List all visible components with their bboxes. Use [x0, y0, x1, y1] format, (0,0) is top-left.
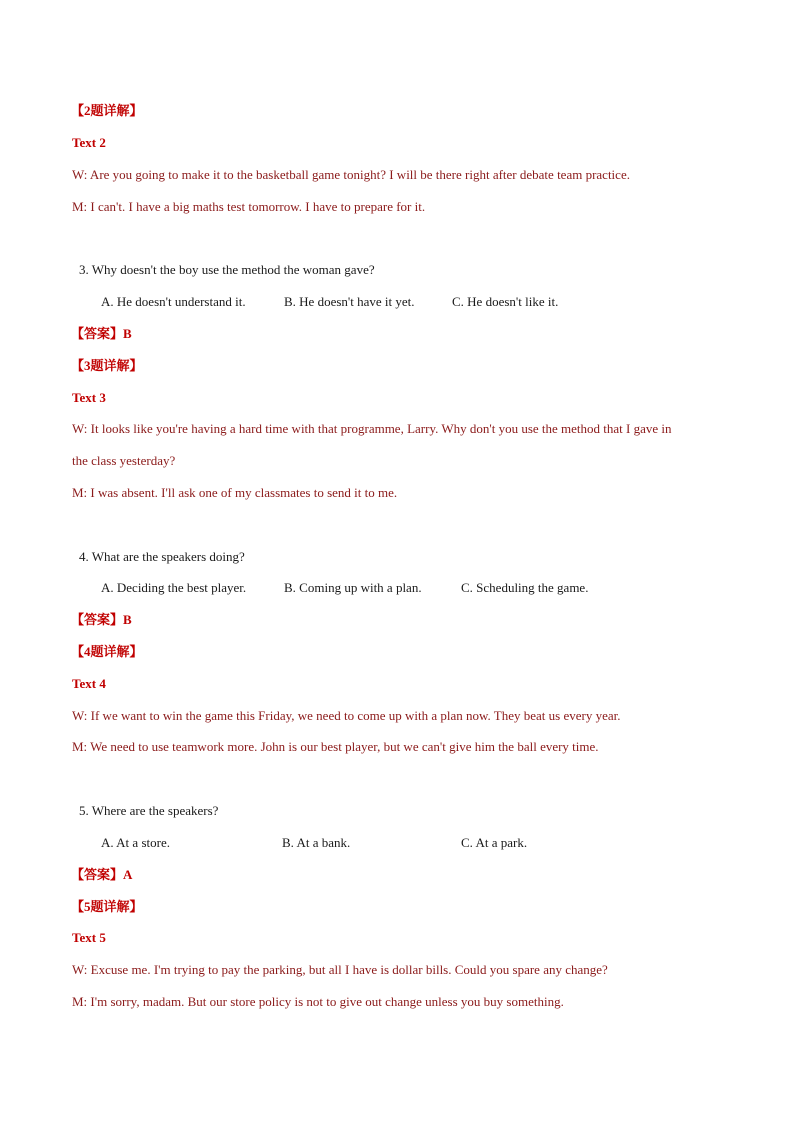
question-5-option-a: A. At a store. — [101, 835, 170, 850]
question-3-option-a: A. He doesn't understand it. — [101, 294, 246, 309]
answer-5: 【答案】A — [71, 867, 133, 882]
question-5-option-b: B. At a bank. — [282, 835, 351, 850]
question-3: 3. Why doesn't the boy use the method the woman gave? — [79, 262, 375, 277]
explanation-heading-5: 【5题详解】 — [71, 899, 143, 914]
text-label-3: Text 3 — [72, 390, 106, 405]
text-label-5: Text 5 — [72, 930, 106, 945]
dialogue-woman-3-line2: the class yesterday? — [72, 453, 176, 468]
text-label-2: Text 2 — [72, 135, 106, 150]
question-5: 5. Where are the speakers? — [79, 803, 219, 818]
dialogue-man-4: M: We need to use teamwork more. John is our best player, but we can't give him the ball every time. — [72, 739, 599, 754]
answer-4: 【答案】B — [71, 612, 132, 627]
explanation-heading-2: 【2题详解】 — [71, 103, 143, 118]
dialogue-man-3: M: I was absent. I'll ask one of my classmates to send it to me. — [72, 485, 398, 500]
question-4-option-a: A. Deciding the best player. — [101, 580, 247, 595]
dialogue-woman-3-line1: W: It looks like you're having a hard time with that programme, Larry. Why don't you use the method that I gave in — [72, 421, 672, 436]
dialogue-woman-2: W: Are you going to make it to the basketball game tonight? I will be there right after debate team practice. — [72, 167, 630, 182]
question-4-option-c: C. Scheduling the game. — [461, 580, 589, 595]
text-label-4: Text 4 — [72, 676, 106, 691]
question-3-option-b: B. He doesn't have it yet. — [284, 294, 415, 309]
dialogue-woman-4: W: If we want to win the game this Friday, we need to come up with a plan now. They beat us every year. — [72, 708, 621, 723]
question-5-option-c: C. At a park. — [461, 835, 528, 850]
question-3-option-c: C. He doesn't like it. — [452, 294, 559, 309]
answer-3: 【答案】B — [71, 326, 132, 341]
question-4-option-b: B. Coming up with a plan. — [284, 580, 422, 595]
dialogue-man-2: M: I can't. I have a big maths test tomorrow. I have to prepare for it. — [72, 199, 426, 214]
dialogue-woman-5: W: Excuse me. I'm trying to pay the parking, but all I have is dollar bills. Could you spare any change? — [72, 962, 608, 977]
explanation-heading-4: 【4题详解】 — [71, 644, 143, 659]
dialogue-man-5: M: I'm sorry, madam. But our store policy is not to give out change unless you buy something. — [72, 994, 564, 1009]
explanation-heading-3: 【3题详解】 — [71, 358, 143, 373]
question-4: 4. What are the speakers doing? — [79, 549, 245, 564]
